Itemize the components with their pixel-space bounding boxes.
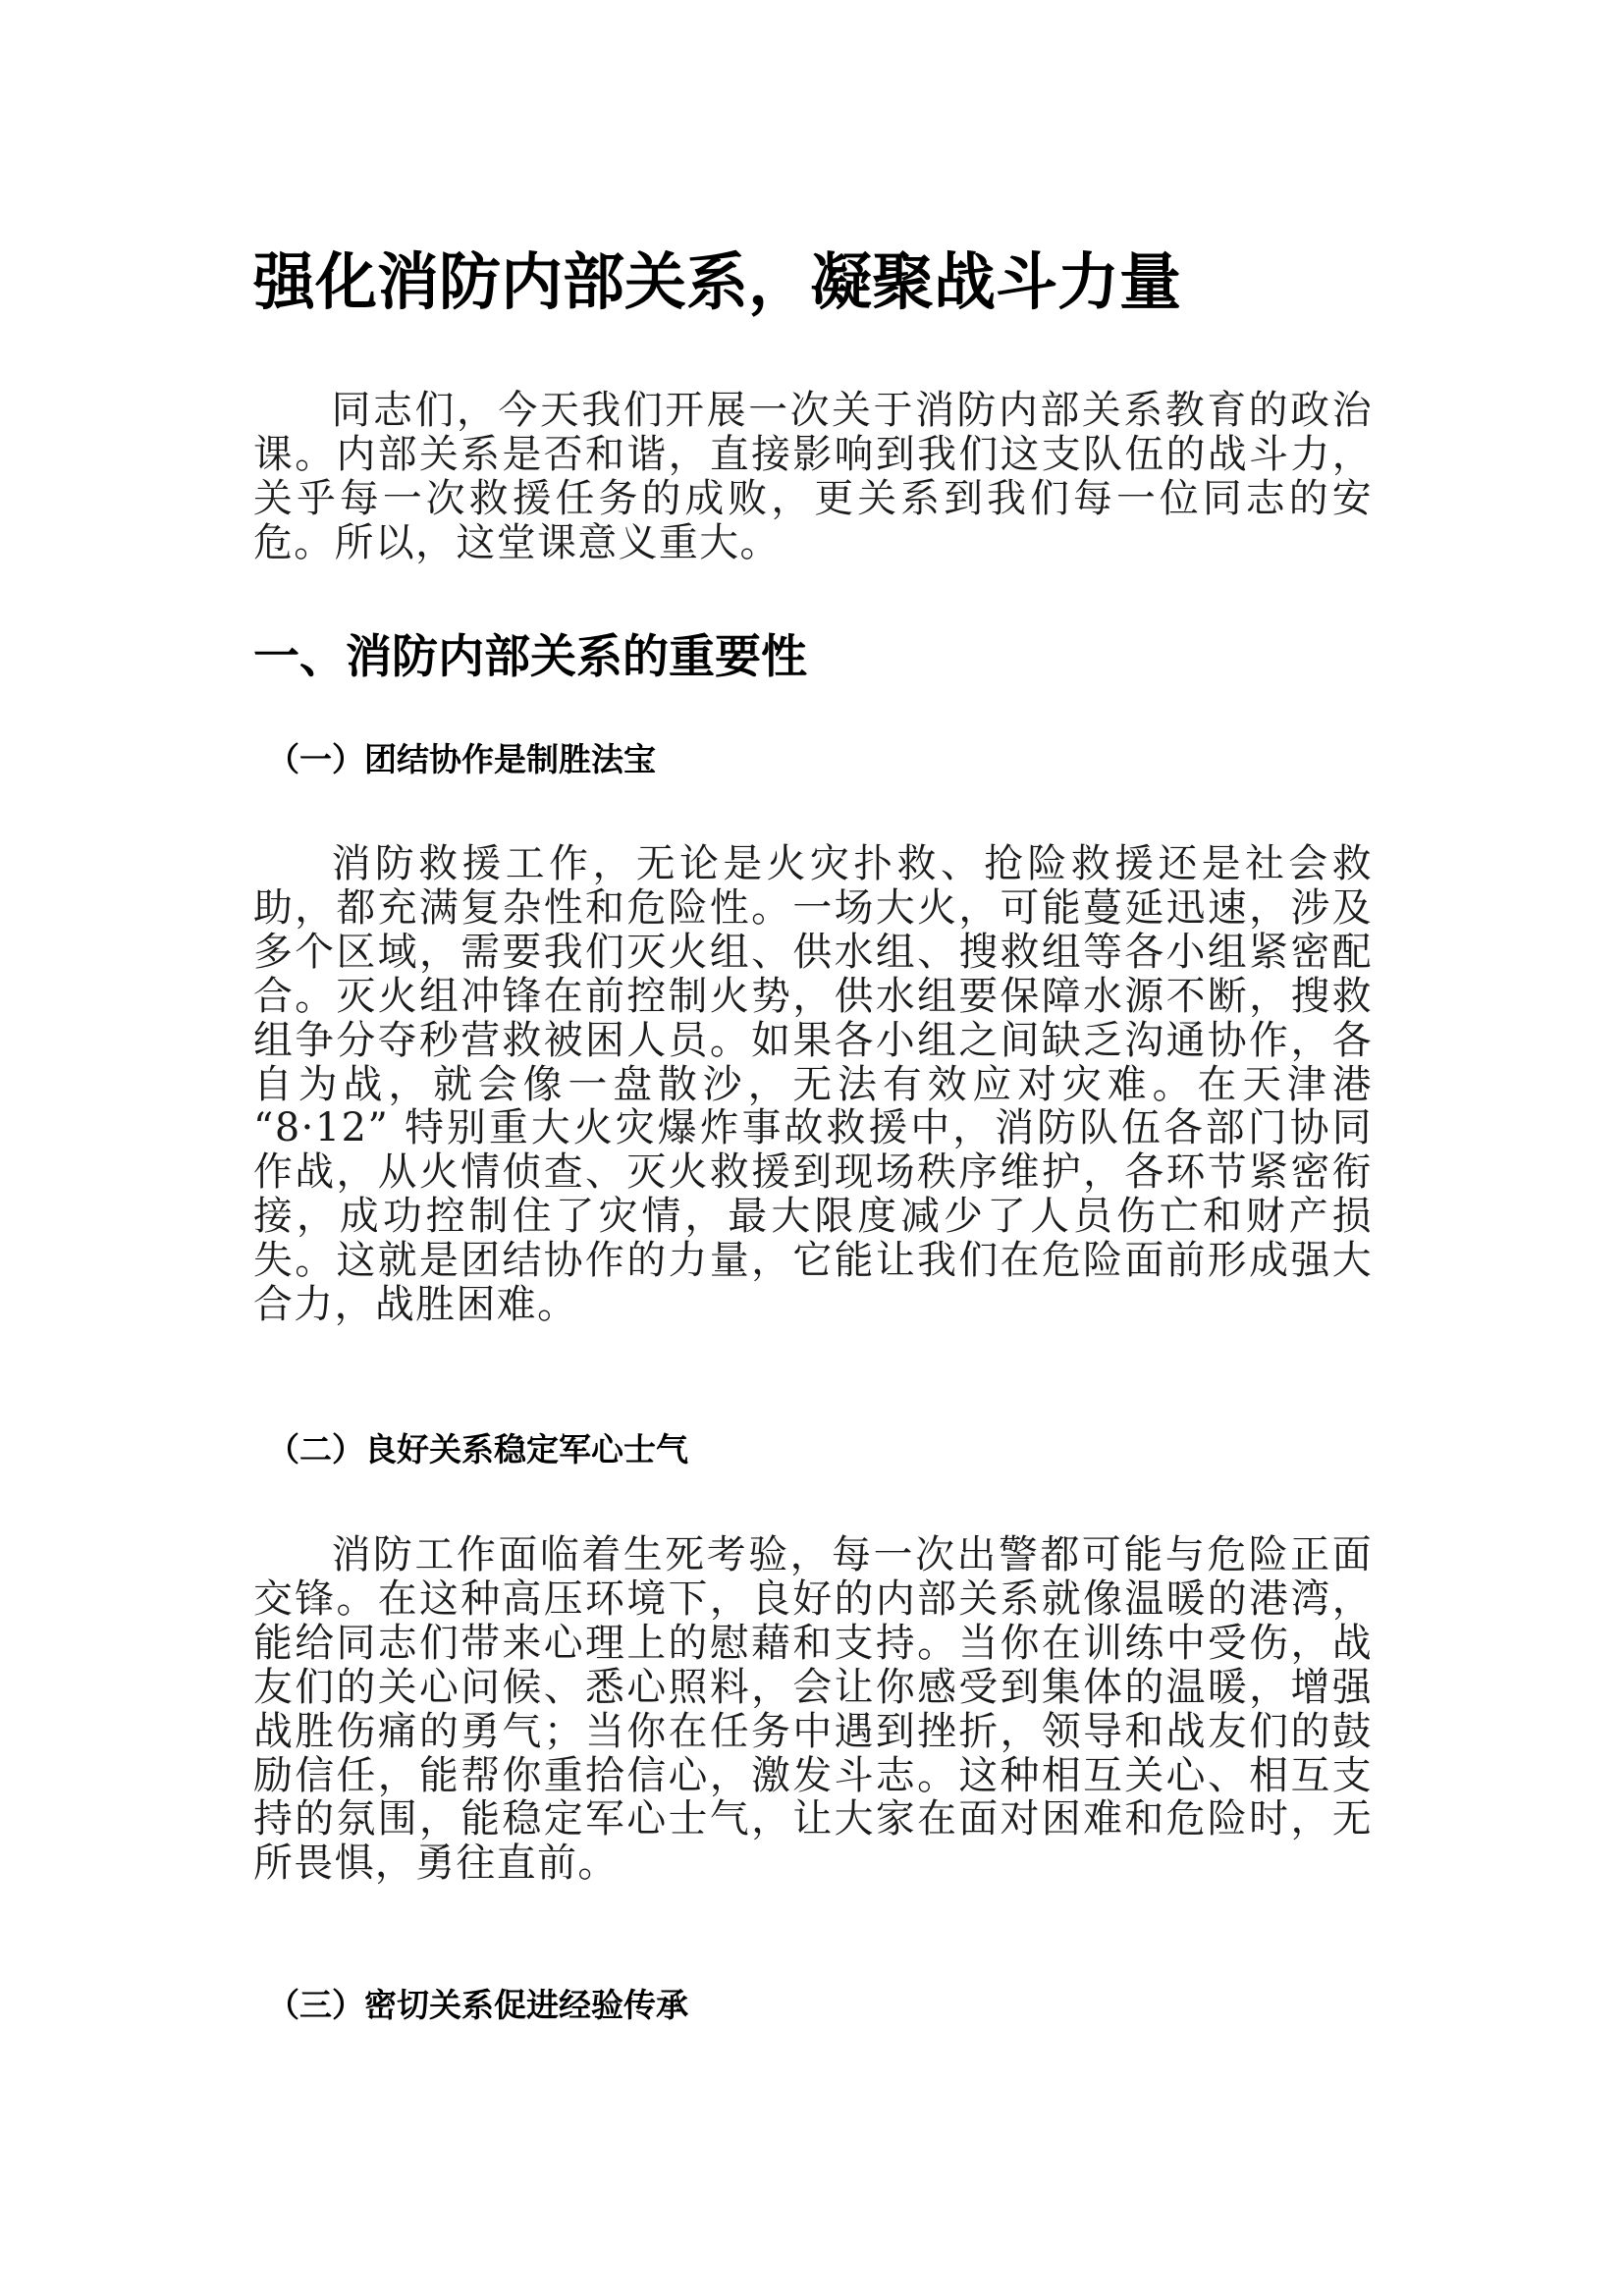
subsection-heading-morale: （二）良好关系稳定军心士气 — [267, 1430, 688, 1468]
subsection-heading-teamwork: （一）团结协作是制胜法宝 — [267, 740, 656, 778]
section-heading-importance: 一、消防内部关系的重要性 — [253, 630, 807, 684]
morale-paragraph: 消防工作面临着生死考验，每一次出警都可能与危险正面交锋。在这种高压环境下，良好的内部关系就像温暖的港湾，能给同志们带来心理上的慰藉和支持。当你在训练中受伤，战友们的关心问候、悉心照料，会让你感受到集体的温暖，增强战胜伤痛的勇气；当你在任务中遇到挫折，领导和战友们的鼓励信任，能帮你重拾信心，激发斗志。这种相互关心、相互支持的氛围，能稳定军心士气，让大家在面对困难和危险时，无所畏惧，勇往直前。 — [253, 1532, 1373, 1887]
intro-paragraph: 同志们，今天我们开展一次关于消防内部关系教育的政治课。内部关系是否和谐，直接影响到我们这支队伍的战斗力，关乎每一次救援任务的成败，更关系到我们每一位同志的安危。所以，这堂课意义重大。 — [253, 388, 1373, 565]
teamwork-paragraph: 消防救援工作，无论是火灾扑救、抢险救援还是社会救助，都充满复杂性和危险性。一场大火，可能蔓延迅速，涉及多个区域，需要我们灭火组、供水组、搜救组等各小组紧密配合。灭火组冲锋在前控制火势，供水组要保障水源不断，搜救组争分夺秒营救被困人员。如果各小组之间缺乏沟通协作，各自为战，就会像一盘散沙，无法有效应对灾难。在天津港 “8·12” 特别重大火灾爆炸事故救援中，消防队伍各部门协同作战，从火情侦查、灭火救援到现场秩序维护，各环节紧密衔接，成功控制住了灾情，最大限度减少了人员伤亡和财产损失。这就是团结协作的力量，它能让我们在危险面前形成强大合力，战胜困难。 — [253, 841, 1373, 1328]
document-title: 强化消防内部关系，凝聚战斗力量 — [253, 246, 1181, 318]
subsection-heading-experience: （三）密切关系促进经验传承 — [267, 1986, 688, 2024]
